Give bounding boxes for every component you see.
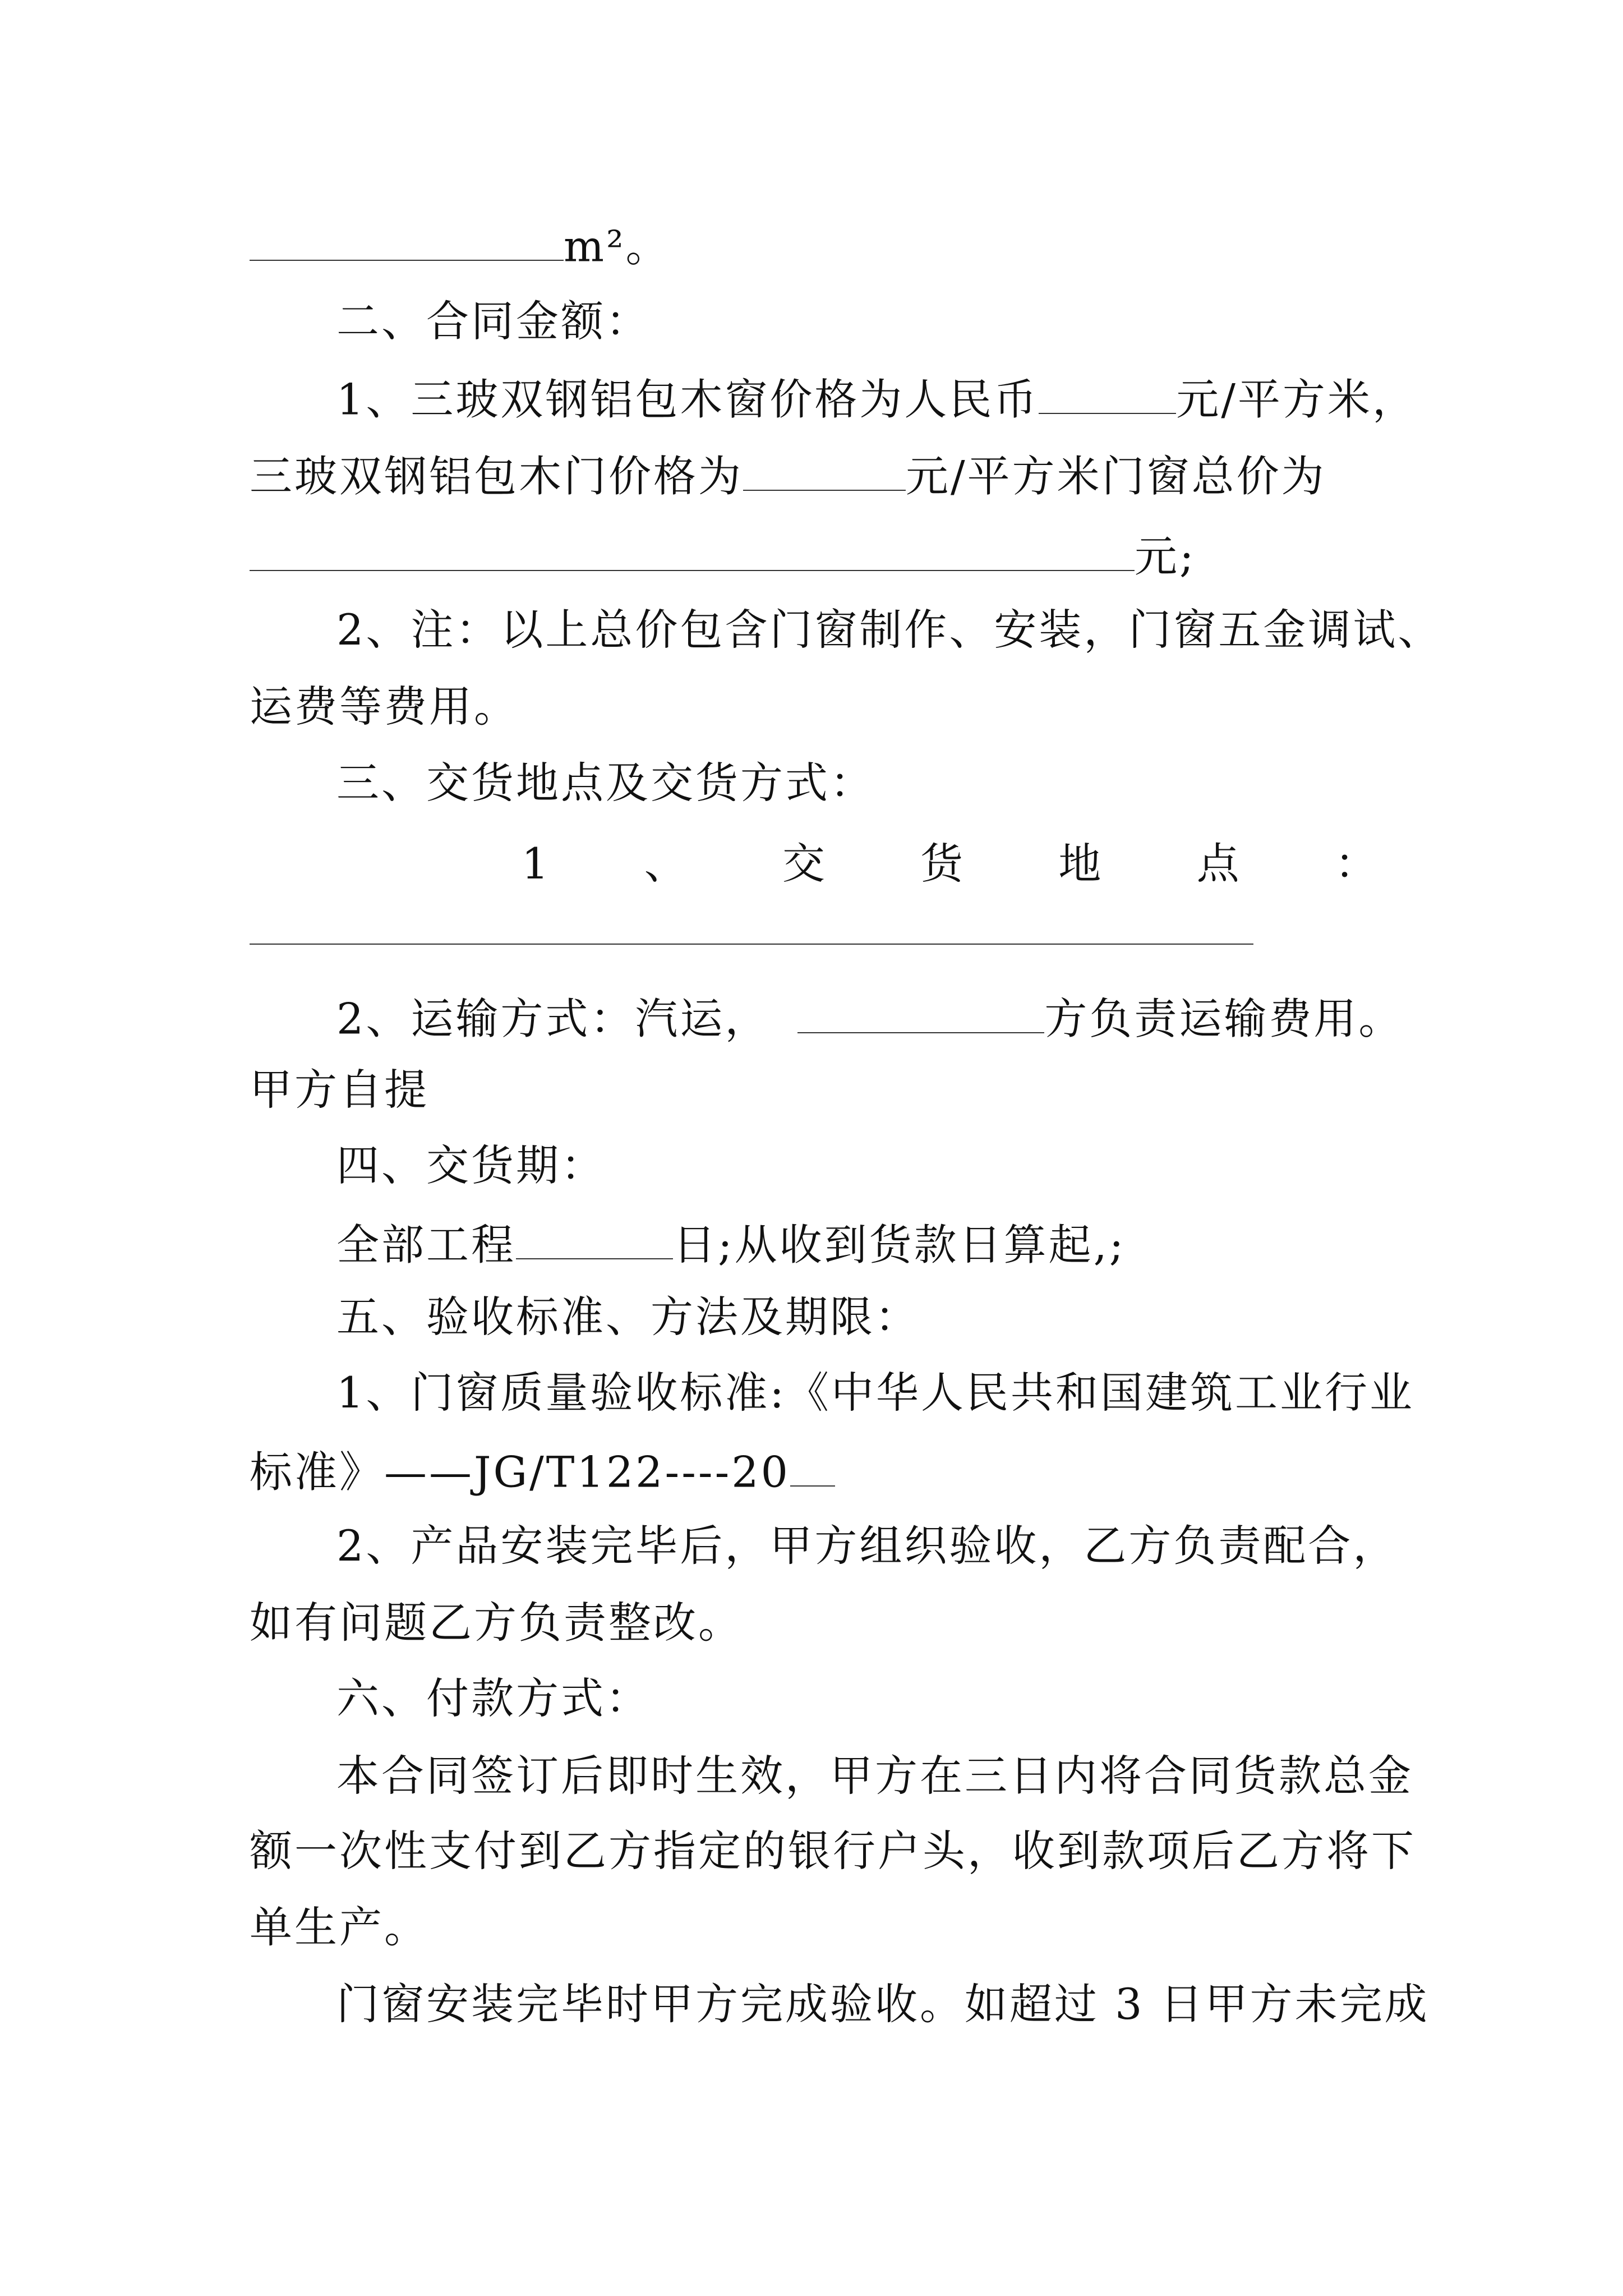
acceptance-line-2: 如有问题乙方负责整改。	[250, 1598, 743, 1648]
transport-party-blank[interactable]	[797, 994, 1044, 1033]
window-price-line: 1、三玻双钢铝包木窗价格为人民币 元/平方米，	[336, 374, 1417, 425]
acceptance-line-1: 2、产品安装完毕后，甲方组织验收，乙方负责配合，	[336, 1521, 1398, 1571]
section-6-heading: 六、付款方式：	[336, 1673, 651, 1723]
note-line-2: 运费等费用。	[250, 682, 519, 731]
standard-line-1: 1、门窗质量验收标准:《中华人民共和国建筑工业行业	[336, 1368, 1414, 1418]
door-price-line: 三玻双钢铝包木门价格为 元/平方米门窗总价为	[250, 451, 1326, 501]
standard-line-2: 标准》——JG/T122----20	[250, 1447, 835, 1493]
delivery-place-blank[interactable]	[250, 944, 1253, 945]
section-4-heading: 四、交货期：	[336, 1140, 606, 1190]
section-2-heading: 二、合同金额：	[336, 296, 651, 346]
payment-line-1: 本合同签订后即时生效，甲方在三日内将合同货款总金	[336, 1751, 1413, 1801]
payment-line-2: 额一次性支付到乙方指定的银行户头，收到款项后乙方将下	[250, 1826, 1416, 1876]
acceptance-deadline-line: 门窗安装完毕时甲方完成验收。如超过 3 日甲方未完成	[336, 1979, 1430, 2029]
door-price-blank[interactable]	[743, 452, 906, 491]
delivery-place-line: 1 、 交 货 地 点 ：	[522, 839, 1380, 889]
total-price-line: 元;	[250, 532, 1196, 578]
section-5-heading: 五、验收标准、方法及期限：	[336, 1292, 920, 1342]
area-unit: m²。	[564, 221, 671, 272]
transport-line: 2、运输方式：汽运， 方负责运输费用。	[336, 993, 1404, 1044]
section-3-heading: 三、交货地点及交货方式：	[336, 758, 875, 808]
payment-line-3: 单生产。	[250, 1902, 429, 1952]
note-line-1: 2、注：以上总价包含门窗制作、安装，门窗五金调试、	[336, 605, 1443, 655]
area-blank[interactable]	[250, 222, 564, 261]
self-pickup-line: 甲方自提	[250, 1065, 429, 1115]
delivery-days-blank[interactable]	[516, 1220, 673, 1259]
standard-year-blank[interactable]	[790, 1447, 835, 1487]
total-price-blank[interactable]	[250, 532, 1135, 571]
area-unit-line	[250, 221, 671, 272]
window-price-blank[interactable]	[1039, 375, 1176, 414]
delivery-period-line: 全部工程 日;从收到货款日算起,;	[336, 1220, 1126, 1270]
